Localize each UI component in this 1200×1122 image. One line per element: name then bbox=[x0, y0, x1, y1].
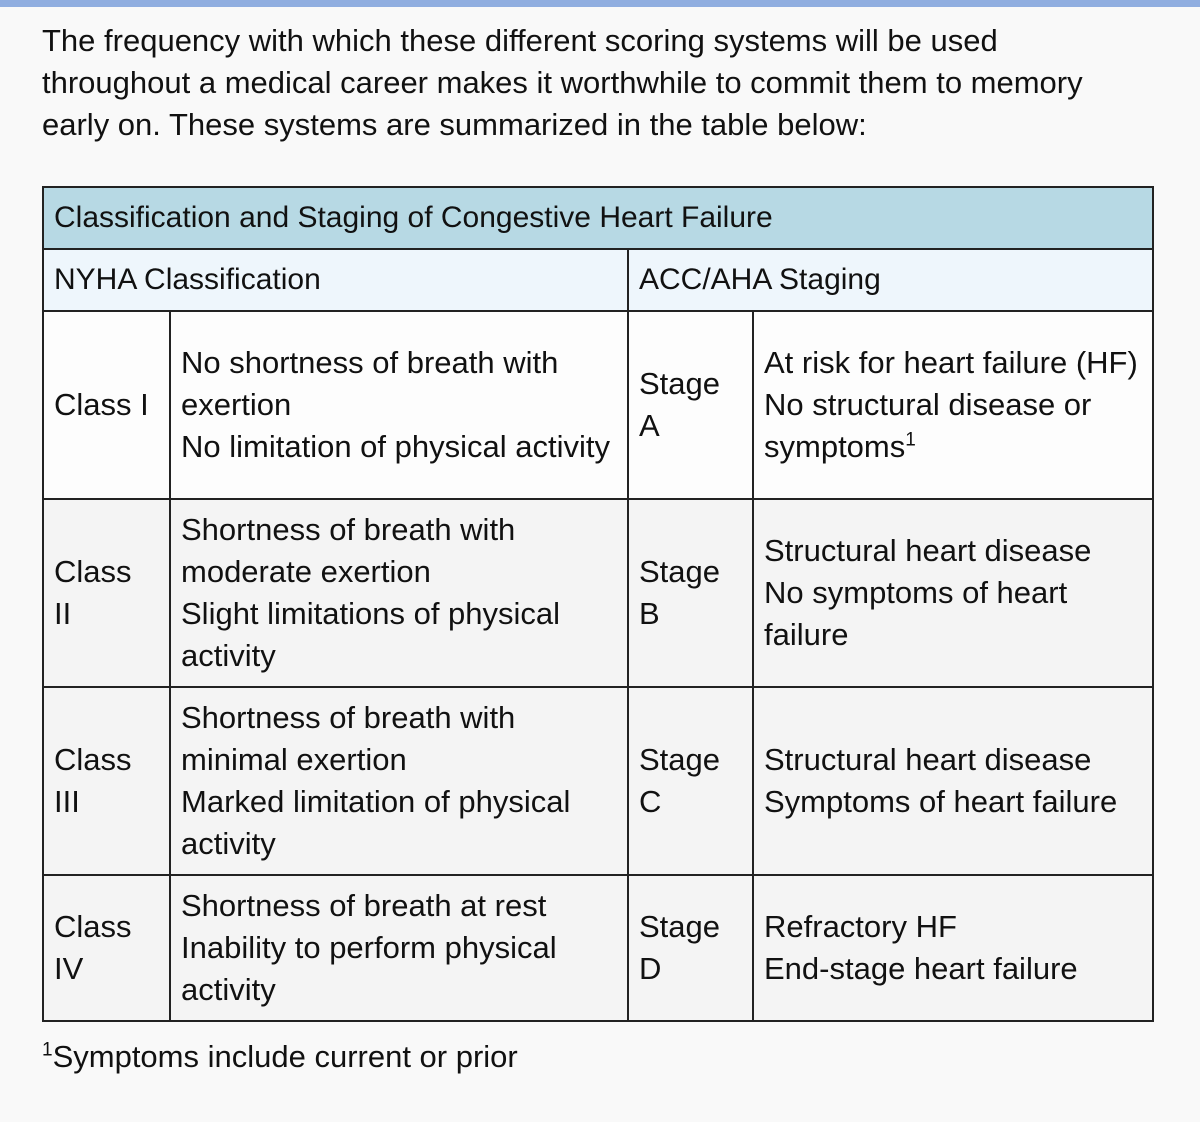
class-label: Class bbox=[54, 909, 132, 944]
nyha-description: Slight limitations of physical activity bbox=[181, 596, 561, 673]
table-title-row bbox=[43, 187, 1153, 249]
nyha-header: NYHA Classification bbox=[43, 249, 628, 311]
acc-description-cell bbox=[753, 687, 1153, 875]
table-row bbox=[43, 311, 1153, 499]
class-label: Class I bbox=[54, 387, 149, 422]
acc-description bbox=[764, 384, 1142, 468]
acc-stage-cell bbox=[628, 311, 753, 499]
intro-line: The frequency with which these different scoring systems will be used bbox=[42, 23, 998, 58]
table-row bbox=[43, 687, 1153, 875]
table-title: Classification and Staging of Congestive Heart Failure bbox=[43, 187, 1153, 249]
stage-label: Stage bbox=[639, 366, 721, 401]
acc-stage-cell bbox=[628, 687, 753, 875]
intro-paragraph bbox=[42, 20, 1162, 146]
class-numeral: III bbox=[54, 784, 80, 819]
class-numeral: II bbox=[54, 596, 72, 631]
nyha-class-cell bbox=[43, 687, 170, 875]
acc-description: No symptoms of heart failure bbox=[764, 575, 1068, 652]
stage-letter: B bbox=[639, 596, 660, 631]
top-accent-bar bbox=[0, 0, 1200, 7]
nyha-description: Shortness of breath at rest bbox=[181, 888, 547, 923]
acc-description: End-stage heart failure bbox=[764, 951, 1078, 986]
footnote-marker: 1 bbox=[42, 1039, 53, 1061]
class-label: Class bbox=[54, 554, 132, 589]
nyha-description: Marked limitation of physical activity bbox=[181, 784, 571, 861]
class-numeral: IV bbox=[54, 951, 84, 986]
acc-description: At risk for heart failure (HF) bbox=[764, 345, 1138, 380]
acc-description: Structural heart disease bbox=[764, 742, 1092, 777]
acc-description-cell bbox=[753, 875, 1153, 1021]
nyha-description: Shortness of breath with minimal exertion bbox=[181, 700, 516, 777]
table-row bbox=[43, 499, 1153, 687]
intro-line: early on. These systems are summarized in the table below: bbox=[42, 107, 867, 142]
acc-aha-header: ACC/AHA Staging bbox=[628, 249, 1153, 311]
acc-description-cell bbox=[753, 499, 1153, 687]
acc-stage-cell bbox=[628, 875, 753, 1021]
table-footnote bbox=[42, 1036, 518, 1078]
stage-letter: C bbox=[639, 784, 662, 819]
acc-description: Structural heart disease bbox=[764, 533, 1092, 568]
table-row bbox=[43, 875, 1153, 1021]
nyha-description-cell bbox=[170, 687, 628, 875]
acc-description-text: No structural disease or symptoms bbox=[764, 387, 1092, 464]
footnote-ref: 1 bbox=[905, 429, 916, 451]
nyha-description-cell bbox=[170, 875, 628, 1021]
nyha-class-cell bbox=[43, 311, 170, 499]
nyha-class-cell bbox=[43, 499, 170, 687]
stage-letter: A bbox=[639, 408, 660, 443]
stage-letter: D bbox=[639, 951, 662, 986]
stage-label: Stage bbox=[639, 554, 721, 589]
nyha-description: Shortness of breath with moderate exertion bbox=[181, 512, 516, 589]
table-header-row bbox=[43, 249, 1153, 311]
acc-description-cell bbox=[753, 311, 1153, 499]
intro-line: throughout a medical career makes it worthwhile to commit them to memory bbox=[42, 65, 1083, 100]
class-label: Class bbox=[54, 742, 132, 777]
nyha-description: Inability to perform physical activity bbox=[181, 930, 557, 1007]
nyha-description-cell bbox=[170, 311, 628, 499]
stage-label: Stage bbox=[639, 909, 721, 944]
nyha-description: No shortness of breath with exertion bbox=[181, 345, 559, 422]
nyha-class-cell bbox=[43, 875, 170, 1021]
stage-label: Stage bbox=[639, 742, 721, 777]
nyha-description-cell bbox=[170, 499, 628, 687]
acc-stage-cell bbox=[628, 499, 753, 687]
acc-description: Symptoms of heart failure bbox=[764, 784, 1118, 819]
heart-failure-table bbox=[42, 186, 1154, 1022]
acc-description: Refractory HF bbox=[764, 909, 957, 944]
footnote-text: Symptoms include current or prior bbox=[52, 1039, 518, 1074]
nyha-description: No limitation of physical activity bbox=[181, 429, 610, 464]
